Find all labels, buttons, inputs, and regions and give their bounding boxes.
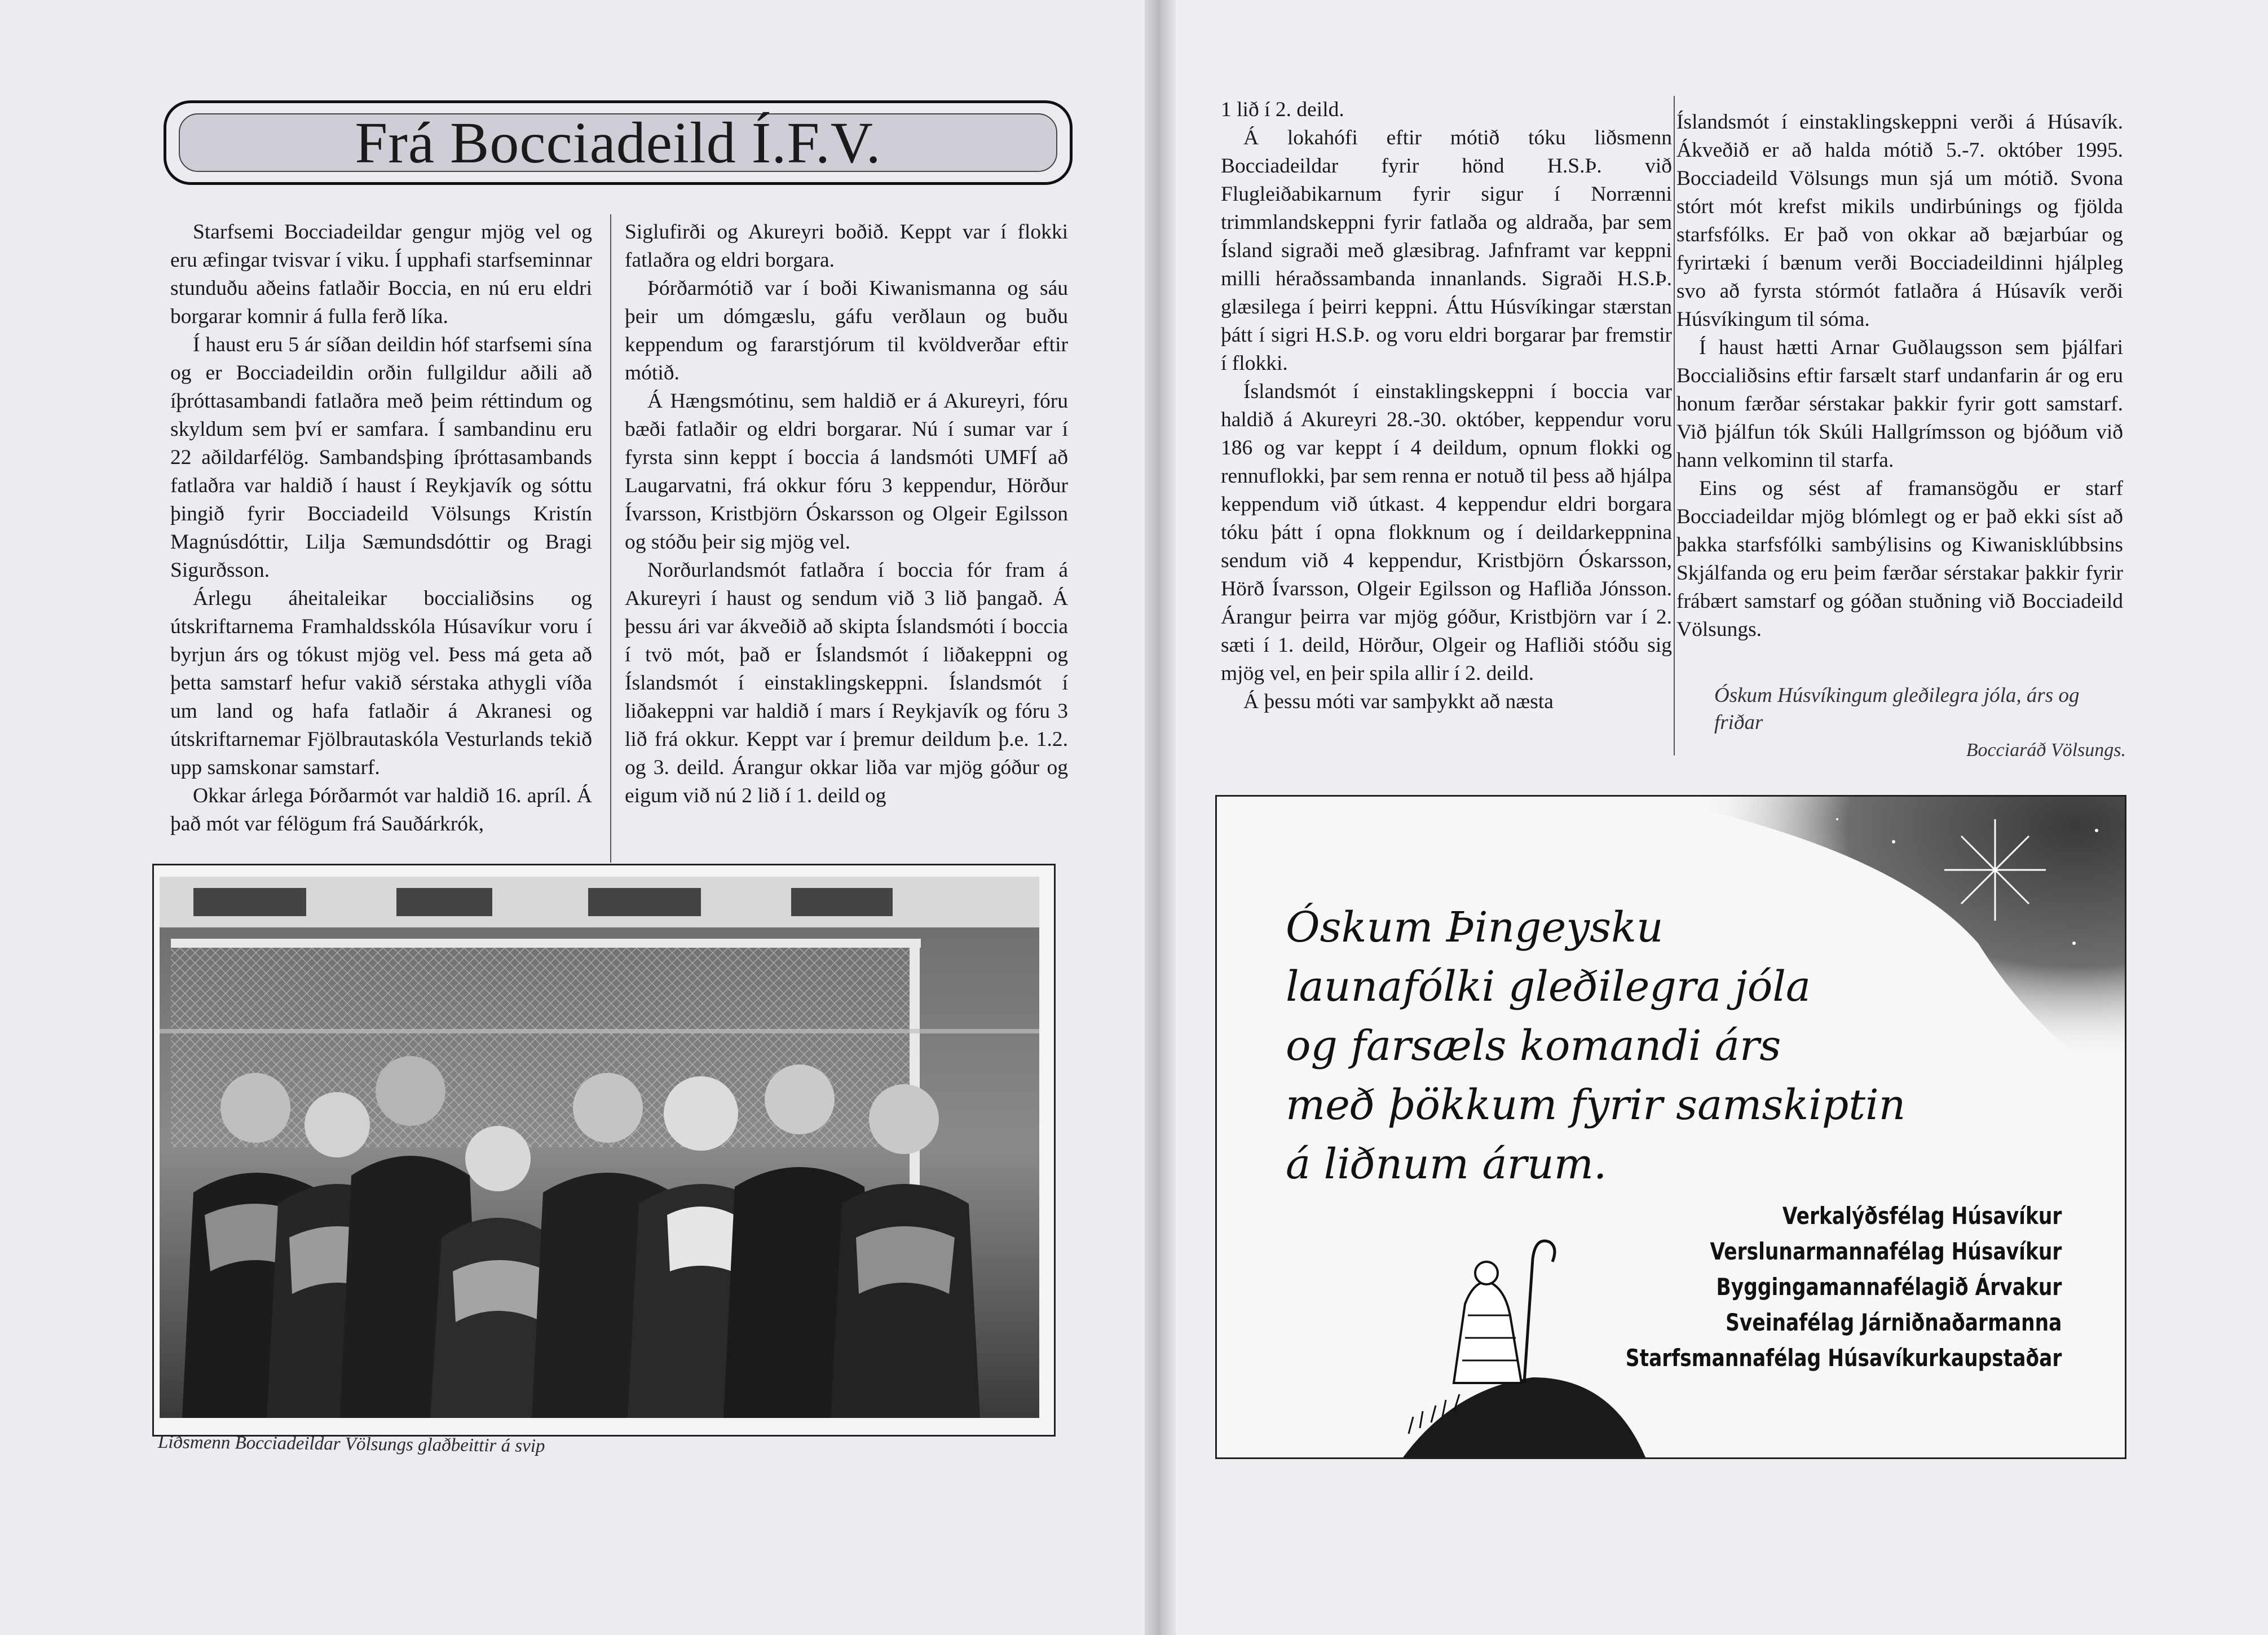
ad-greeting-line: Óskum Þingeysku: [1286, 903, 1664, 952]
shepherd-illustration: [1403, 1241, 1645, 1457]
organization-name: Verkalýðsfélag Húsavíkur: [1782, 1202, 2062, 1230]
paragraph: Í haust hætti Arnar Guðlaugsson sem þjálfari Boccialiðsins eftir farsælt starf undanfarin ár og eru honum færðar sérstakar þakkir fyrir gott samstarf. Við þjálfun tók Skúli Hallgrímsson og bjóðum við hann velkominn til starfa.: [1676, 336, 2123, 472]
ad-greeting-line: og farsæls komandi árs: [1286, 1022, 1781, 1070]
column-divider: [1674, 96, 1675, 755]
article-title: Frá Bocciadeild Í.F.V.: [355, 110, 881, 175]
ad-greeting-line: launafólki gleðilegra jóla: [1286, 962, 1811, 1011]
article-column-2: [625, 218, 1068, 810]
article-column-3: [1221, 96, 1672, 716]
article-column-1: [170, 218, 592, 838]
paragraph: Í haust eru 5 ár síðan deildin hóf starfsemi sína og er Bocciadeildin orðin fullgildur aðili að íþróttasambandi fatlaðra með þeim réttindum og skyldum sem því er samfara. Í sambandinu eru 22 aðildarfélög. Sambandsþing íþróttasambands fatlaðra var haldið í haust í Reykjavík og sóttu þingið fyrir Bocciadeild Völsungs Kristín Magnúsdóttir, Lilja Sæmundsdóttir og Bragi Sigurðsson.: [170, 333, 592, 582]
ad-organization-list: [1625, 1198, 2062, 1376]
paragraph: Íslandsmót í einstaklingskeppni verði á Húsavík. Ákveðið er að halda mótið 5.-7. október 1995. Bocciadeild Völsungs mun sjá um mótið. Svona stórt mót krefst mikils undirbúnings og fjölda starfsfólks. Er það von okkar að bæjarbúar og fyrirtæki í bænum verði Bocciadeildinni hjálpleg svo að fyrsta stórmót fatlaðra á Húsavík verði Húsvíkingum til sóma.: [1676, 111, 2123, 331]
organization-name: Byggingamannafélagið Árvakur: [1716, 1273, 2062, 1301]
ad-greeting-line: á liðnum árum.: [1286, 1140, 1607, 1188]
ad-greeting-line: með þökkum fyrir samskiptin: [1286, 1081, 1906, 1129]
paragraph: Starfsemi Bocciadeildar gengur mjög vel og eru æfingar tvisvar í viku. Í upphafi starfseminnar stunduðu aðeins fatlaðir Boccia, en nú eru eldri borgarar komnir á fulla ferð líka.: [170, 220, 592, 328]
paragraph: 1 lið í 2. deild.: [1221, 98, 1344, 121]
organization-name: Starfsmannafélag Húsavíkurkaupstaðar: [1625, 1344, 2062, 1372]
paragraph: Á lokahófi eftir mótið tóku liðsmenn Bocciadeildar fyrir hönd H.S.Þ. við Flugleiðabikarnum fyrir sigur í Norrænni trimmlandskeppni fyrir fatlaða og aldraða, þar sem Ísland sigraði með glæsibrag. Jafnframt var keppni milli héraðssambanda innanlands. Sigraði H.S.Þ. glæsilega í þeirri keppni. Áttu Húsvíkingar stærstan þátt í sigri H.S.Þ. og voru eldri borgarar þar fremstir í flokki.: [1221, 126, 1672, 375]
paragraph: Okkar árlega Þórðarmót var haldið 16. apríl. Á það mót var félögum frá Sauðárkrók,: [170, 784, 592, 836]
article-title-banner: [164, 100, 1073, 185]
paragraph: Þórðarmótið var í boði Kiwanismanna og sáu þeir um dómgæslu, gáfu verðlaun og buðu keppendum og fararstjórum til kvöldverðar eftir mótið.: [625, 277, 1068, 385]
organization-name: Verslunarmannafélag Húsavíkur: [1710, 1238, 2062, 1265]
article-author: Bocciaráð Völsungs.: [1966, 740, 2126, 761]
paragraph: Á Hængsmótinu, sem haldið er á Akureyri, fóru bæði fatlaðir og eldri borgarar. Nú í sumar var í fyrsta sinn keppt í boccia á landsmóti UMFÍ að Laugarvatni, frá okkur fóru 3 keppendur, Hörður Ívarsson, Kristbjörn Óskarsson og Olgeir Egilsson og stóðu þeir sig mjög vel.: [625, 390, 1068, 554]
paragraph: Siglufirði og Akureyri boðið. Keppt var í flokki fatlaðra og eldri borgara.: [625, 220, 1068, 272]
paragraph: Norðurlandsmót fatlaðra í boccia fór fram á Akureyri í haust og sendum við 3 lið þangað. Á þessu ári var ákveðið að skipta Íslandsmóti í boccia í tvö mót, það er Íslandsmót í liðakeppni og Íslandsmót í einstaklingskeppni. Íslandsmót í liðakeppni var haldið í mars í Reykjavík og fóru 3 lið frá okkur. Keppt var í þremur deildum þ.e. 1.2. og 3. deild. Árangur okkar liða var mjög góður og eigum við nú 2 lið í 1. deild og: [625, 559, 1068, 807]
paragraph: Á þessu móti var samþykkt að næsta: [1243, 690, 1554, 713]
paragraph: Íslandsmót í einstaklingskeppni í boccia var haldið á Akureyri 28.-30. október, keppendur voru 186 og var keppt í 4 deildum, opnum flokki og rennuflokki, þar sem renna er notuð til þess að hjálpa keppendum við útkast. 4 keppendur eldri borgara tóku þátt í opna flokknum og í deildarkeppnina sendum við 4 keppendur, Kristbjörn Óskarsson, Hörð Ívarsson, Olgeir Egilsson og Hafliða Jónsson. Árangur þeirra var mjög góður, Kristbjörn var í 2. sæti í 1. deild, Hörður, Olgeir og Hafliði stóðu sig mjög vel, en þeir spila allir í 2. deild.: [1221, 380, 1672, 685]
team-photo: [160, 877, 1039, 1418]
paragraph: Árlegu áheitaleikar boccialiðsins og útskriftarnema Framhaldsskóla Húsavíkur voru í byrjun árs og tókust mjög vel. Þess má geta að þetta samstarf hefur vakið sérstaka athygli víða um land og hafa fatlaðir á Akranesi og útskriftarnemar Fjölbrautaskóla Vesturlands tekið upp samskonar samstarf.: [170, 587, 592, 779]
christmas-advertisement: [1215, 795, 2126, 1459]
page-gutter: [1145, 0, 1176, 1635]
team-photo-image: [160, 877, 1039, 1418]
holiday-greeting-signoff: Óskum Húsvíkingum gleðilegra jóla, árs og friðar: [1714, 684, 2080, 734]
photo-caption: Liðsmenn Bocciadeildar Völsungs glaðbeittir á svip: [157, 1432, 545, 1457]
ad-greeting: [1286, 898, 1905, 1194]
article-column-4: [1676, 108, 2123, 644]
team-photo-frame: [152, 864, 1056, 1437]
paragraph: Eins og sést af framansögðu er starf Bocciadeildar mjög blómlegt og er það ekki síst að þakka starfsfólki sambýlisins og Kiwanisklúbbsins Skjálfanda og eru þeim færðar sérstakar þakkir fyrir frábært samstarf og góðan stuðning við Bocciadeild Völsungs.: [1676, 477, 2123, 641]
column-divider: [610, 214, 611, 863]
organization-name: Sveinafélag Járniðnaðarmanna: [1725, 1309, 2062, 1336]
